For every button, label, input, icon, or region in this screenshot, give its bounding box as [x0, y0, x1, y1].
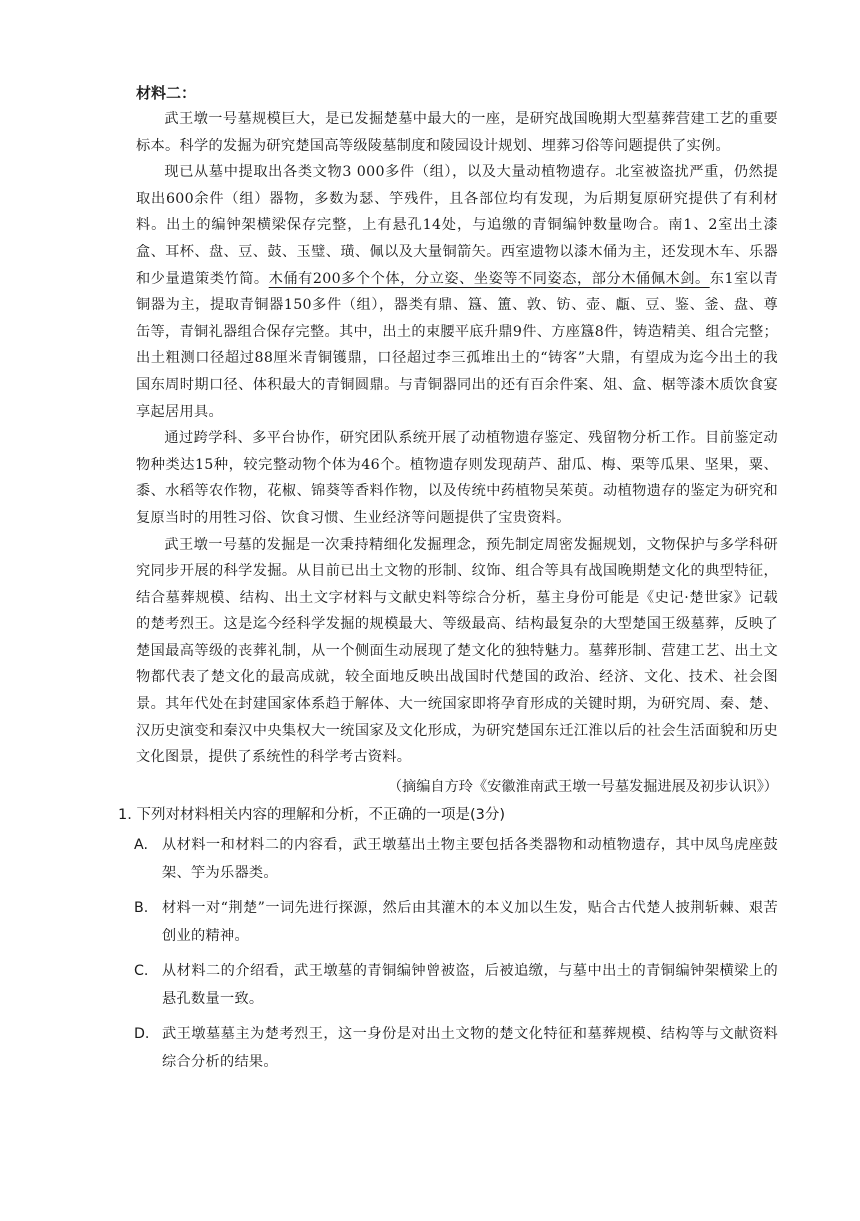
paragraph-3: 通过跨学科、多平台协作，研究团队系统开展了动植物遗存鉴定、残留物分析工作。目前鉴定动物种类达15种，较完整动物个体为46个。植物遗存则发现葫芦、甜瓜、梅、栗等瓜果、坚果，粟、黍、水稻等农作物，花椒、锦葵等香料作物，以及传统中药植物吴茱萸。动植物遗存的鉴定为研究和复原当时的用牲习俗、饮食习惯、生业经济等问题提供了宝贵资料。 — [136, 430, 778, 526]
source-citation: （摘编自方玲《安徽淮南武王墩一号墓发掘进展及初步认识》） — [387, 778, 778, 795]
option-text: 武王墩墓墓主为楚考烈王，这一身份是对出土文物的楚文化特征和墓葬规模、结构等与文献资料综合分析的结果。 — [162, 1025, 778, 1071]
answer-options — [134, 831, 778, 1077]
material-heading: 材料二： — [136, 84, 197, 102]
question-stem: 1. 下列对材料相关内容的理解和分析，不正确的一项是(3分) — [118, 806, 505, 823]
paragraph-4: 武王墩一号墓的发掘是一次秉持精细化发掘理念，预先制定周密发掘规划，文物保护与多学科研究同步开展的科学发掘。从目前已出土文物的形制、纹饰、组合等具有战国晚期楚文化的典型特征，结合墓葬规模、结构、出土文字材料与文献史料等综合分析，墓主身份可能是《史记·楚世家》记载的楚考烈王。这是迄今经科学发掘的规模最大、等级最高、结构最复杂的大型楚国王级墓葬，反映了楚国最高等级的丧葬礼制，从一个侧面生动展现了楚文化的独特魅力。墓葬形制、营建工艺、出土文物都代表了楚文化的最高成就，较全面地反映出战国时代楚国的政治、经济、文化、技术、社会图景。其年代处在封建国家体系趋于解体、大一统国家即将孕育形成的关键时期，为研究周、秦、楚、汉历史演变和秦汉中央集权大一统国家及文化形成，为研究楚国东迁江淮以后的社会生活面貌和历史文化图景，提供了系统性的科学考古资料。 — [136, 536, 778, 766]
option-text: 材料一对“荆楚”一词先进行探源，然后由其灌木的本义加以生发，贴合古代楚人披荆斩棘、艰苦创业的精神。 — [162, 899, 778, 945]
paragraph-2-text-before: 现已从墓中提取出各类文物3 000多件（组），以及大量动植物遗存。北室被盗扰严重，仍然提取出600余件（组）器物，多数为瑟、竽残件，且各部位均有发现，为后期复原研究提供了有利材料。出土的编钟架横梁保存完整，上有悬孔14处，与追缴的青铜编钟数量吻合。南1、2室出土漆盒、耳杯、盘、豆、鼓、玉璧、璜、佩以及大量铜箭矢。西室遗物以漆木俑为主，还发现木车、乐器和少量遣策类竹简。 — [136, 164, 778, 287]
option-text: 从材料二的介绍看，武王墩墓的青铜编钟曾被盗，后被追缴，与墓中出土的青铜编钟架横梁上的悬孔数量一致。 — [162, 962, 778, 1008]
option-letter: B. — [134, 899, 149, 916]
option-c[interactable] — [134, 957, 778, 1014]
option-a[interactable] — [134, 831, 778, 888]
option-letter: C. — [134, 962, 149, 979]
option-letter: A. — [134, 836, 148, 853]
paragraph-2-text-after: 东1室以青铜器为主，提取青铜器150多件（组），器类有鼎、簋、簠、敦、钫、壶、甗、豆、鉴、釜、盘、尊缶等，青铜礼器组合保存完整。其中，出土的束腰平底升鼎9件、方座簋8件，铸造精美、组合完整；出土粗测口径超过88厘米青铜镬鼎，口径超过李三孤堆出土的“铸客”大鼎，有望成为迄今出土的我国东周时期口径、体积最大的青铜圆鼎。与青铜器同出的还有百余件案、俎、盒、椐等漆木质饮食宴享起居用具。 — [136, 270, 778, 420]
option-d[interactable] — [134, 1020, 778, 1077]
option-b[interactable] — [134, 894, 778, 951]
option-letter: D. — [134, 1025, 150, 1042]
paragraph-1: 武王墩一号墓规模巨大，是已发掘楚墓中最大的一座，是研究战国晚期大型墓葬营建工艺的重要标本。科学的发掘为研究楚国高等级陵墓制度和陵园设计规划、埋葬习俗等问题提供了实例。 — [136, 111, 778, 154]
option-text: 从材料一和材料二的内容看，武王墩墓出土物主要包括各类器物和动植物遗存，其中凤鸟虎座鼓架、竽为乐器类。 — [162, 836, 778, 882]
underlined-sentence: 木俑有200多个个体，分立姿、坐姿等不同姿态，部分木俑佩木剑。 — [268, 270, 710, 287]
paragraph-2 — [136, 159, 778, 425]
